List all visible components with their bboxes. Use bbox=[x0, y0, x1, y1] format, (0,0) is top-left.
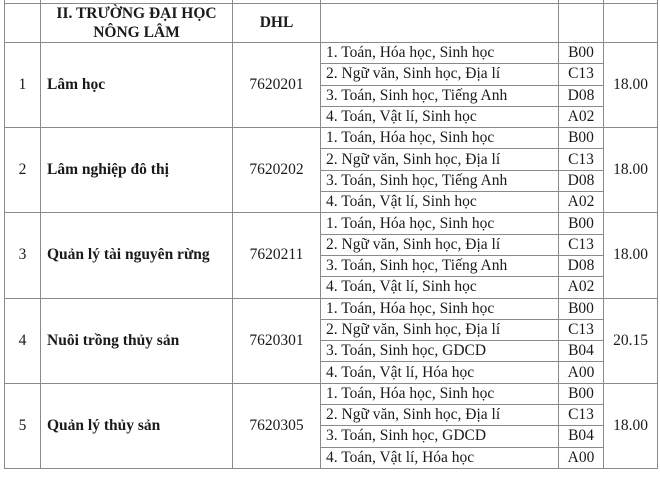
major-name: Lâm nghiệp đô thị bbox=[41, 128, 233, 213]
block-code: A00 bbox=[559, 362, 604, 383]
block-code: D08 bbox=[559, 170, 604, 191]
section-code: DHL bbox=[233, 4, 321, 43]
section-score-cell bbox=[604, 4, 658, 43]
major-name: Quản lý thủy sản bbox=[41, 383, 233, 468]
subject-combination: 4. Toán, Vật lí, Sinh học bbox=[321, 106, 559, 127]
major-name: Lâm học bbox=[41, 43, 233, 128]
benchmark-score: 20.15 bbox=[604, 298, 658, 383]
block-code: A02 bbox=[559, 192, 604, 213]
major-stt: 3 bbox=[5, 213, 41, 298]
block-code: C13 bbox=[559, 149, 604, 170]
major-stt: 1 bbox=[5, 43, 41, 128]
subject-combination: 1. Toán, Hóa học, Sinh học bbox=[321, 298, 559, 319]
table-row bbox=[5, 383, 658, 404]
subject-combination: 3. Toán, Sinh học, Tiếng Anh bbox=[321, 85, 559, 106]
block-code: B00 bbox=[559, 128, 604, 149]
major-code: 7620211 bbox=[233, 213, 321, 298]
block-code: B00 bbox=[559, 43, 604, 64]
benchmark-score: 18.00 bbox=[604, 128, 658, 213]
subject-combination: 1. Toán, Hóa học, Sinh học bbox=[321, 383, 559, 404]
table-row bbox=[5, 128, 658, 149]
subject-combination: 2. Ngữ văn, Sinh học, Địa lí bbox=[321, 149, 559, 170]
subject-combination: 3. Toán, Sinh học, Tiếng Anh bbox=[321, 170, 559, 191]
block-code: B00 bbox=[559, 298, 604, 319]
block-code: B00 bbox=[559, 213, 604, 234]
block-code: A02 bbox=[559, 277, 604, 298]
subject-combination: 1. Toán, Hóa học, Sinh học bbox=[321, 43, 559, 64]
major-code: 7620305 bbox=[233, 383, 321, 468]
block-code: C13 bbox=[559, 319, 604, 340]
block-code: B04 bbox=[559, 341, 604, 362]
major-code: 7620201 bbox=[233, 43, 321, 128]
subject-combination: 4. Toán, Vật lí, Hóa học bbox=[321, 447, 559, 468]
block-code: C13 bbox=[559, 234, 604, 255]
major-stt: 2 bbox=[5, 128, 41, 213]
major-code: 7620202 bbox=[233, 128, 321, 213]
admission-score-table bbox=[4, 0, 658, 469]
benchmark-score: 18.00 bbox=[604, 43, 658, 128]
major-name: Nuôi trồng thủy sản bbox=[41, 298, 233, 383]
subject-combination: 2. Ngữ văn, Sinh học, Địa lí bbox=[321, 405, 559, 426]
subject-combination: 4. Toán, Vật lí, Sinh học bbox=[321, 192, 559, 213]
subject-combination: 2. Ngữ văn, Sinh học, Địa lí bbox=[321, 319, 559, 340]
subject-combination: 4. Toán, Vật lí, Hóa học bbox=[321, 362, 559, 383]
section-title: II. TRƯỜNG ĐẠI HỌC NÔNG LÂM bbox=[41, 4, 233, 43]
block-code: C13 bbox=[559, 405, 604, 426]
block-code: D08 bbox=[559, 255, 604, 276]
major-name: Quản lý tài nguyên rừng bbox=[41, 213, 233, 298]
block-code: D08 bbox=[559, 85, 604, 106]
major-stt: 4 bbox=[5, 298, 41, 383]
subject-combination: 4. Toán, Vật lí, Sinh học bbox=[321, 277, 559, 298]
subject-combination: 2. Ngữ văn, Sinh học, Địa lí bbox=[321, 64, 559, 85]
subject-combination: 1. Toán, Hóa học, Sinh học bbox=[321, 213, 559, 234]
benchmark-score: 18.00 bbox=[604, 213, 658, 298]
benchmark-score: 18.00 bbox=[604, 383, 658, 468]
section-combo-cell bbox=[321, 4, 559, 43]
section-stt-cell bbox=[5, 4, 41, 43]
section-header-row bbox=[5, 4, 658, 43]
block-code: A02 bbox=[559, 106, 604, 127]
major-stt: 5 bbox=[5, 383, 41, 468]
table-row bbox=[5, 43, 658, 64]
major-code: 7620301 bbox=[233, 298, 321, 383]
table-row bbox=[5, 213, 658, 234]
block-code: C13 bbox=[559, 64, 604, 85]
block-code: B00 bbox=[559, 383, 604, 404]
subject-combination: 3. Toán, Sinh học, GDCD bbox=[321, 341, 559, 362]
subject-combination: 3. Toán, Sinh học, Tiếng Anh bbox=[321, 255, 559, 276]
block-code: A00 bbox=[559, 447, 604, 468]
subject-combination: 3. Toán, Sinh học, GDCD bbox=[321, 426, 559, 447]
subject-combination: 1. Toán, Hóa học, Sinh học bbox=[321, 128, 559, 149]
section-block-cell bbox=[559, 4, 604, 43]
table-row bbox=[5, 298, 658, 319]
subject-combination: 2. Ngữ văn, Sinh học, Địa lí bbox=[321, 234, 559, 255]
block-code: B04 bbox=[559, 426, 604, 447]
